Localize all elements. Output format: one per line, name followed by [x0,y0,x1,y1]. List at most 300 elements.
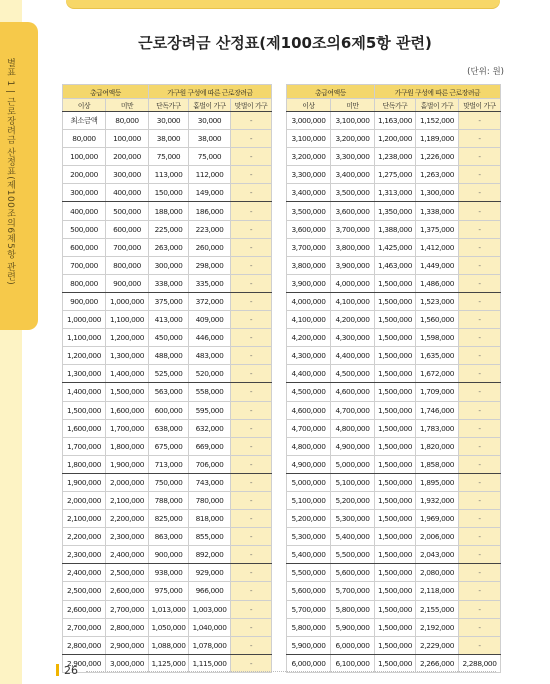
cell-one-earner: 929,000 [189,564,231,582]
cell-max: 4,300,000 [331,329,375,347]
cell-single: 1,500,000 [375,582,416,600]
table-row [63,202,272,220]
cell-one-earner: 1,969,000 [416,510,459,528]
cell-min: 5,700,000 [287,600,331,618]
cell-single: 563,000 [149,383,189,401]
cell-single: 975,000 [149,582,189,600]
cell-min: 1,800,000 [63,455,106,473]
cell-single: 1,425,000 [375,238,416,256]
cell-two-earner: - [231,491,272,509]
cell-one-earner: 409,000 [189,311,231,329]
table-row [287,582,501,600]
cell-two-earner: - [231,383,272,401]
cell-max: 2,200,000 [106,510,149,528]
table-row [63,329,272,347]
table-row [287,238,501,256]
cell-two-earner: - [231,600,272,618]
cell-min: 2,600,000 [63,600,106,618]
cell-one-earner: 483,000 [189,347,231,365]
cell-single: 1,013,000 [149,600,189,618]
cell-one-earner: 1,338,000 [416,202,459,220]
cell-one-earner: 669,000 [189,437,231,455]
cell-max: 2,700,000 [106,600,149,618]
cell-max: 3,300,000 [331,148,375,166]
cell-single: 450,000 [149,329,189,347]
cell-one-earner: 558,000 [189,383,231,401]
cell-two-earner: - [231,419,272,437]
cell-min: 1,400,000 [63,383,106,401]
cell-two-earner: - [459,274,501,292]
table-row [287,564,501,582]
cell-single: 263,000 [149,238,189,256]
table-row [287,491,501,509]
cell-max: 3,200,000 [331,130,375,148]
cell-max: 4,400,000 [331,347,375,365]
cell-single: 1,088,000 [149,636,189,654]
cell-two-earner: - [459,582,501,600]
cell-max: 300,000 [106,166,149,184]
cell-min: 6,000,000 [287,654,331,672]
cell-two-earner: - [459,220,501,238]
cell-one-earner: 1,115,000 [189,654,231,672]
cell-two-earner: - [459,202,501,220]
cell-min: 4,400,000 [287,365,331,383]
cell-single: 1,500,000 [375,491,416,509]
cell-one-earner: 2,266,000 [416,654,459,672]
cell-max: 200,000 [106,148,149,166]
side-tab-label: 별표 1 | 근로장려금 산정표(제100조의6제5항 관련) [5,58,15,286]
cell-min: 1,000,000 [63,311,106,329]
cell-max: 3,000,000 [106,654,149,672]
table-row [287,383,501,401]
table-row [63,510,272,528]
cell-two-earner: - [231,473,272,491]
cell-min: 5,200,000 [287,510,331,528]
cell-max: 2,400,000 [106,546,149,564]
cell-min: 최소금액 [63,112,106,130]
cell-single: 1,500,000 [375,437,416,455]
cell-max: 2,500,000 [106,564,149,582]
cell-max: 5,700,000 [331,582,375,600]
cell-min: 3,500,000 [287,202,331,220]
cell-one-earner: 1,375,000 [416,220,459,238]
cell-one-earner: 335,000 [189,274,231,292]
cell-single: 113,000 [149,166,189,184]
cell-single: 1,238,000 [375,148,416,166]
cell-single: 1,500,000 [375,654,416,672]
cell-min: 2,300,000 [63,546,106,564]
cell-min: 5,800,000 [287,618,331,636]
cell-max: 5,200,000 [331,491,375,509]
cell-max: 5,300,000 [331,510,375,528]
cell-single: 1,500,000 [375,600,416,618]
cell-max: 1,200,000 [106,329,149,347]
cell-max: 1,900,000 [106,455,149,473]
cell-min: 1,600,000 [63,419,106,437]
cell-two-earner: - [231,528,272,546]
table-row [63,130,272,148]
cell-max: 3,900,000 [331,256,375,274]
cell-two-earner: - [459,419,501,437]
section-side-tab[interactable] [0,22,38,330]
cell-two-earner: - [459,491,501,509]
cell-one-earner: 1,523,000 [416,292,459,310]
table-row [287,654,501,672]
cell-max: 1,300,000 [106,347,149,365]
cell-single: 188,000 [149,202,189,220]
cell-single: 1,500,000 [375,274,416,292]
cell-single: 38,000 [149,130,189,148]
cell-single: 638,000 [149,419,189,437]
cell-one-earner: 1,932,000 [416,491,459,509]
cell-single: 300,000 [149,256,189,274]
cell-two-earner: - [231,636,272,654]
cell-single: 713,000 [149,455,189,473]
cell-two-earner: - [459,473,501,491]
cell-max: 5,400,000 [331,528,375,546]
cell-min: 1,100,000 [63,329,106,347]
cell-single: 600,000 [149,401,189,419]
cell-max: 5,100,000 [331,473,375,491]
cell-single: 1,500,000 [375,365,416,383]
header-one-earner: 홑벌이 가구 [189,99,231,112]
cell-two-earner: - [459,528,501,546]
table-row [63,184,272,202]
cell-one-earner: 892,000 [189,546,231,564]
cell-two-earner: - [459,618,501,636]
table-row [63,473,272,491]
cell-single: 1,500,000 [375,401,416,419]
cell-two-earner: - [459,256,501,274]
cell-two-earner: 2,288,000 [459,654,501,672]
cell-min: 1,200,000 [63,347,106,365]
cell-two-earner: - [459,564,501,582]
table-row [63,220,272,238]
cell-max: 600,000 [106,220,149,238]
cell-two-earner: - [459,311,501,329]
cell-min: 300,000 [63,184,106,202]
cell-one-earner: 2,118,000 [416,582,459,600]
cell-single: 1,500,000 [375,564,416,582]
cell-two-earner: - [231,148,272,166]
cell-min: 5,000,000 [287,473,331,491]
cell-one-earner: 1,820,000 [416,437,459,455]
cell-two-earner: - [231,184,272,202]
cell-one-earner: 855,000 [189,528,231,546]
cell-one-earner: 2,192,000 [416,618,459,636]
cell-max: 4,100,000 [331,292,375,310]
cell-max: 400,000 [106,184,149,202]
cell-min: 3,800,000 [287,256,331,274]
cell-one-earner: 2,229,000 [416,636,459,654]
cell-one-earner: 1,040,000 [189,618,231,636]
cell-single: 1,500,000 [375,618,416,636]
cell-two-earner: - [231,329,272,347]
top-decorative-band [66,0,500,8]
cell-max: 4,000,000 [331,274,375,292]
cell-min: 600,000 [63,238,106,256]
header-two-earner: 맞벌이 가구 [231,99,272,112]
header-income: 총급여액등 [287,85,375,99]
table-row [287,256,501,274]
cell-min: 5,400,000 [287,546,331,564]
table-row [63,274,272,292]
cell-one-earner: 1,003,000 [189,600,231,618]
cell-single: 375,000 [149,292,189,310]
cell-max: 1,600,000 [106,401,149,419]
cell-min: 3,700,000 [287,238,331,256]
table-row [287,473,501,491]
cell-two-earner: - [231,238,272,256]
table-row [63,455,272,473]
cell-one-earner: 1,560,000 [416,311,459,329]
table-row [287,184,501,202]
cell-single: 338,000 [149,274,189,292]
cell-two-earner: - [459,292,501,310]
cell-one-earner: 1,486,000 [416,274,459,292]
cell-max: 4,500,000 [331,365,375,383]
cell-one-earner: 1,598,000 [416,329,459,347]
cell-max: 5,800,000 [331,600,375,618]
cell-one-earner: 595,000 [189,401,231,419]
cell-one-earner: 706,000 [189,455,231,473]
cell-one-earner: 1,300,000 [416,184,459,202]
cell-one-earner: 1,858,000 [416,455,459,473]
cell-max: 4,900,000 [331,437,375,455]
cell-min: 800,000 [63,274,106,292]
table-row [287,618,501,636]
cell-one-earner: 1,449,000 [416,256,459,274]
table-row [287,401,501,419]
cell-one-earner: 1,078,000 [189,636,231,654]
page-number-marker [56,664,59,676]
cell-one-earner: 1,263,000 [416,166,459,184]
cell-min: 1,700,000 [63,437,106,455]
cell-two-earner: - [459,166,501,184]
cell-two-earner: - [231,365,272,383]
cell-max: 900,000 [106,274,149,292]
cell-single: 525,000 [149,365,189,383]
cell-max: 6,000,000 [331,636,375,654]
cell-single: 1,275,000 [375,166,416,184]
cell-min: 900,000 [63,292,106,310]
cell-max: 4,700,000 [331,401,375,419]
cell-min: 4,600,000 [287,401,331,419]
cell-min: 400,000 [63,202,106,220]
table-row [63,292,272,310]
table-row [63,166,272,184]
cell-single: 1,050,000 [149,618,189,636]
cell-single: 1,500,000 [375,383,416,401]
cell-max: 1,000,000 [106,292,149,310]
cell-two-earner: - [459,383,501,401]
table-row [287,148,501,166]
cell-min: 5,500,000 [287,564,331,582]
cell-two-earner: - [231,166,272,184]
cell-one-earner: 2,043,000 [416,546,459,564]
cell-one-earner: 112,000 [189,166,231,184]
table-row [63,401,272,419]
cell-two-earner: - [459,112,501,130]
cell-max: 3,500,000 [331,184,375,202]
cell-two-earner: - [459,184,501,202]
cell-max: 500,000 [106,202,149,220]
cell-one-earner: 446,000 [189,329,231,347]
cell-single: 30,000 [149,112,189,130]
table-row [287,292,501,310]
table-row [63,437,272,455]
cell-one-earner: 780,000 [189,491,231,509]
table-row [63,112,272,130]
header-benefit: 가구원 구성에 따른 근로장려금 [375,85,501,99]
table-row [63,256,272,274]
cell-single: 1,500,000 [375,347,416,365]
cell-single: 1,500,000 [375,329,416,347]
cell-two-earner: - [231,582,272,600]
cell-single: 1,313,000 [375,184,416,202]
cell-max: 2,100,000 [106,491,149,509]
table-row [287,546,501,564]
cell-one-earner: 1,895,000 [416,473,459,491]
cell-one-earner: 1,746,000 [416,401,459,419]
cell-min: 3,100,000 [287,130,331,148]
table-row [63,365,272,383]
cell-two-earner: - [231,437,272,455]
cell-two-earner: - [459,130,501,148]
cell-single: 1,125,000 [149,654,189,672]
cell-single: 1,500,000 [375,455,416,473]
cell-max: 700,000 [106,238,149,256]
table-row [63,636,272,654]
cell-two-earner: - [231,546,272,564]
cell-max: 2,900,000 [106,636,149,654]
cell-single: 1,500,000 [375,546,416,564]
cell-single: 150,000 [149,184,189,202]
cell-min: 5,900,000 [287,636,331,654]
cell-two-earner: - [231,274,272,292]
cell-min: 5,300,000 [287,528,331,546]
cell-min: 200,000 [63,166,106,184]
cell-two-earner: - [231,564,272,582]
table-row [287,455,501,473]
cell-min: 4,700,000 [287,419,331,437]
cell-min: 80,000 [63,130,106,148]
cell-single: 1,350,000 [375,202,416,220]
cell-one-earner: 1,783,000 [416,419,459,437]
cell-min: 700,000 [63,256,106,274]
benefit-table-right [286,84,501,673]
table-row [63,600,272,618]
table-row [287,112,501,130]
cell-min: 2,200,000 [63,528,106,546]
cell-min: 5,100,000 [287,491,331,509]
table-row [63,582,272,600]
cell-one-earner: 2,006,000 [416,528,459,546]
cell-single: 788,000 [149,491,189,509]
cell-min: 4,000,000 [287,292,331,310]
cell-max: 1,500,000 [106,383,149,401]
cell-single: 225,000 [149,220,189,238]
cell-min: 1,900,000 [63,473,106,491]
cell-two-earner: - [459,401,501,419]
cell-two-earner: - [231,130,272,148]
table-row [287,202,501,220]
cell-min: 4,800,000 [287,437,331,455]
cell-min: 4,500,000 [287,383,331,401]
table-row [287,437,501,455]
cell-one-earner: 1,635,000 [416,347,459,365]
table-row [63,618,272,636]
cell-min: 3,900,000 [287,274,331,292]
cell-min: 2,500,000 [63,582,106,600]
cell-single: 1,500,000 [375,311,416,329]
cell-one-earner: 186,000 [189,202,231,220]
table-row [63,311,272,329]
cell-max: 2,800,000 [106,618,149,636]
table-row [287,419,501,437]
cell-one-earner: 2,155,000 [416,600,459,618]
cell-max: 1,400,000 [106,365,149,383]
page-number: 26 [64,664,78,677]
table-row [287,130,501,148]
table-row [287,220,501,238]
cell-single: 825,000 [149,510,189,528]
cell-min: 1,500,000 [63,401,106,419]
cell-two-earner: - [459,365,501,383]
left-table-body [63,112,272,673]
cell-max: 1,700,000 [106,419,149,437]
cell-single: 75,000 [149,148,189,166]
cell-max: 4,800,000 [331,419,375,437]
cell-two-earner: - [459,546,501,564]
table-row [63,419,272,437]
cell-max: 3,100,000 [331,112,375,130]
cell-single: 1,500,000 [375,528,416,546]
cell-one-earner: 1,672,000 [416,365,459,383]
cell-one-earner: 298,000 [189,256,231,274]
cell-min: 2,000,000 [63,491,106,509]
cell-one-earner: 1,152,000 [416,112,459,130]
cell-min: 2,400,000 [63,564,106,582]
table-row [287,636,501,654]
table-row [63,491,272,509]
cell-min: 4,300,000 [287,347,331,365]
cell-single: 1,388,000 [375,220,416,238]
cell-min: 2,700,000 [63,618,106,636]
cell-min: 3,300,000 [287,166,331,184]
cell-two-earner: - [459,148,501,166]
cell-one-earner: 223,000 [189,220,231,238]
header-max: 미만 [106,99,149,112]
cell-min: 5,600,000 [287,582,331,600]
cell-single: 1,163,000 [375,112,416,130]
cell-single: 863,000 [149,528,189,546]
table-row [63,654,272,672]
cell-single: 900,000 [149,546,189,564]
cell-two-earner: - [459,329,501,347]
cell-min: 4,200,000 [287,329,331,347]
cell-two-earner: - [231,618,272,636]
cell-one-earner: 966,000 [189,582,231,600]
cell-one-earner: 743,000 [189,473,231,491]
cell-max: 3,800,000 [331,238,375,256]
cell-max: 100,000 [106,130,149,148]
cell-max: 5,500,000 [331,546,375,564]
cell-one-earner: 30,000 [189,112,231,130]
cell-min: 3,400,000 [287,184,331,202]
cell-one-earner: 818,000 [189,510,231,528]
right-table-body [287,112,501,673]
